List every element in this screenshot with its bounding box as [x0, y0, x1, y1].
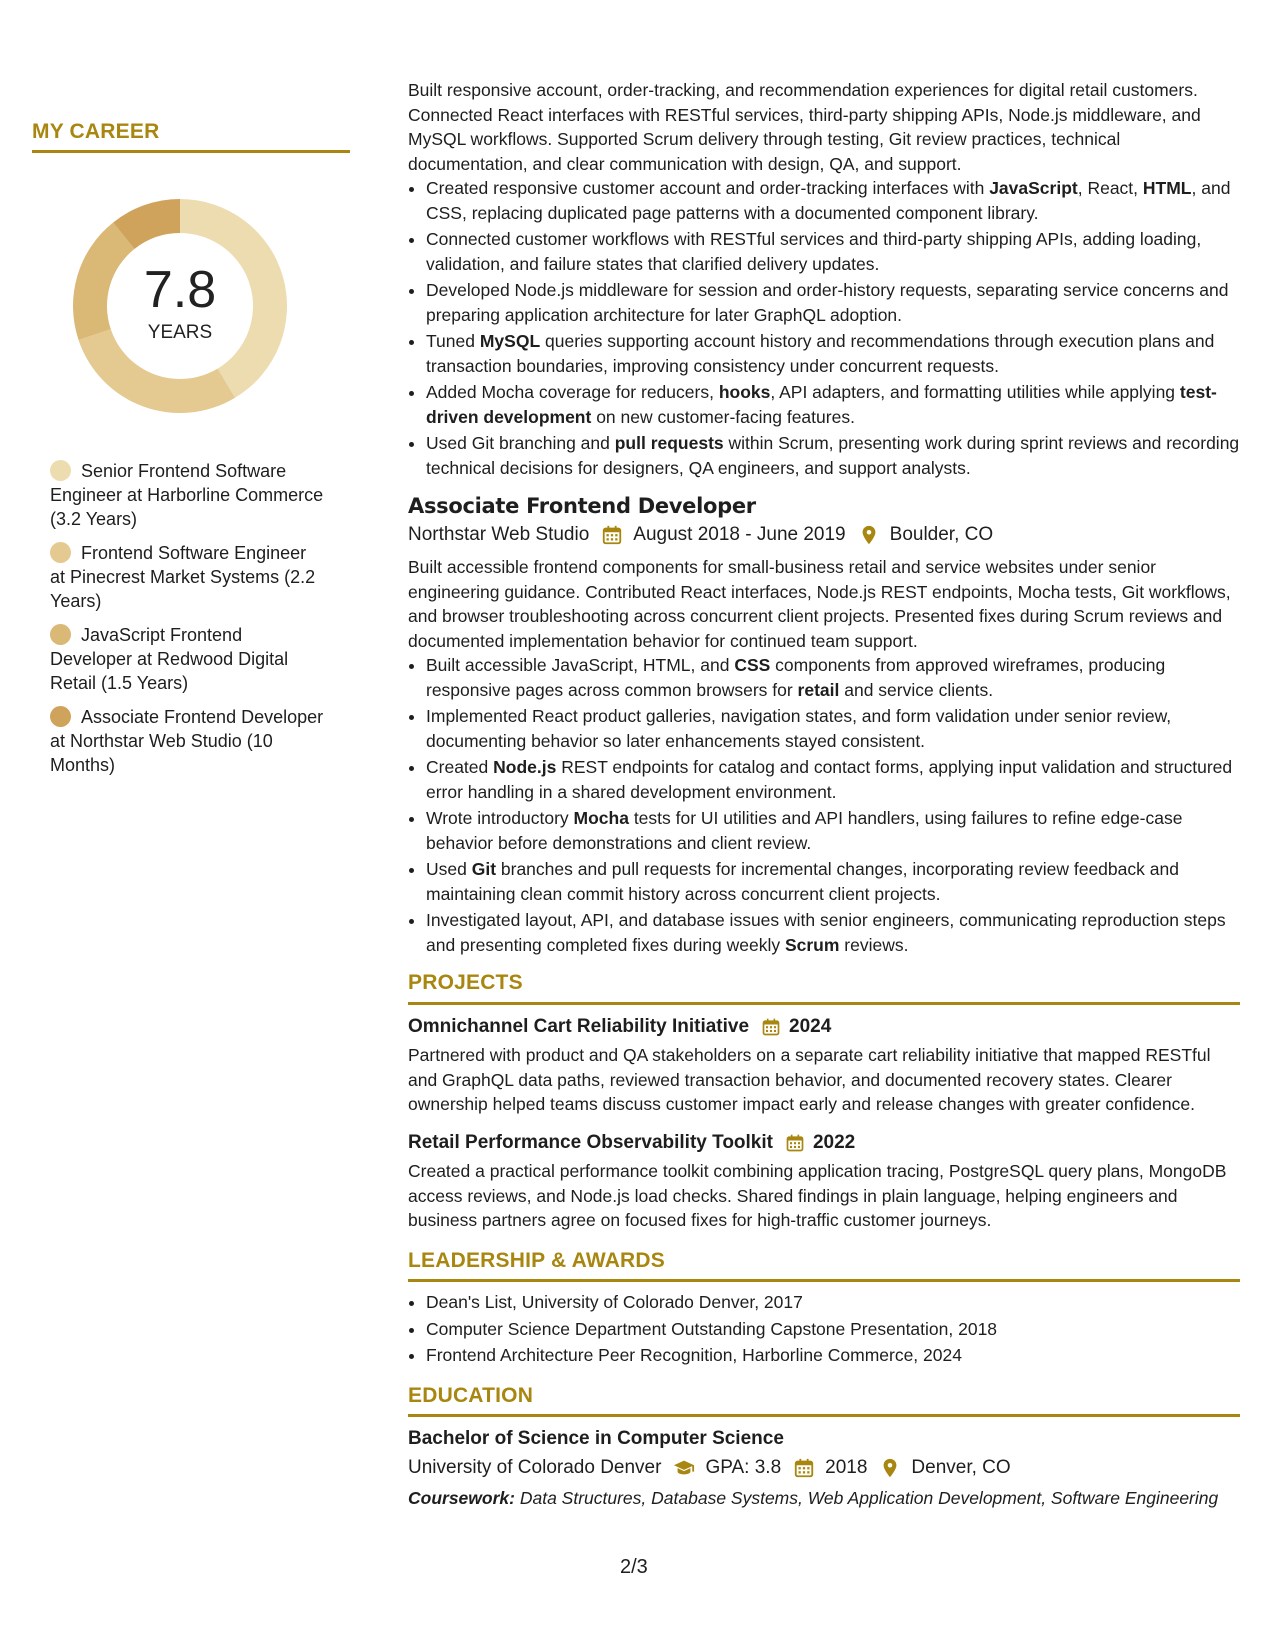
job2-bullets	[408, 653, 1240, 957]
project-description: Created a practical performance toolkit combining application tracing, PostgreSQL query plans, MongoDB access reviews, and Node.js load checks. Shared findings in plain language, helping engineers and business partners agree on focused fixes for high-traffic customer journeys.	[408, 1161, 1227, 1230]
project-year: 2024	[789, 1015, 832, 1037]
job2-location: Boulder, CO	[889, 523, 994, 545]
gpa: GPA: 3.8	[705, 1456, 782, 1478]
total-years-value: 7.8	[143, 261, 217, 319]
education-location: Denver, CO	[911, 1456, 1011, 1478]
job1-bullets	[408, 176, 1240, 480]
bullet-item: • Added Mocha coverage for reducers, hooks, API adapters, and formatting utilities while applying test-driven development on new customer-facing features.	[426, 380, 1240, 429]
bullet-item: • Created responsive customer account and order-tracking interfaces with JavaScript, React, HTML, and CSS, replacing duplicated page patterns with a documented component library.	[426, 176, 1240, 225]
project-name: Retail Performance Observability Toolkit	[408, 1131, 773, 1153]
calendar-icon	[761, 1017, 781, 1037]
sidebar	[32, 120, 350, 787]
legend-item	[50, 623, 325, 695]
calendar-icon	[601, 524, 623, 546]
map-pin-icon	[858, 524, 880, 546]
coursework	[408, 1486, 1240, 1511]
career-legend	[50, 459, 350, 777]
coursework-list: Data Structures, Database Systems, Web Application Development, Software Engineering	[514, 1488, 1219, 1508]
projects-section-title: PROJECTS	[408, 971, 1240, 1005]
career-section-title: MY CAREER	[32, 120, 350, 153]
education-section	[408, 1384, 1240, 1511]
awards-section	[408, 1249, 1240, 1368]
bullet-item: • Used Git branching and pull requests within Scrum, presenting work during sprint reviews and recording technical decisions for designers, QA engineers, and support analysts.	[426, 431, 1240, 480]
projects-section	[408, 971, 1240, 1233]
bullet-item: • Wrote introductory Mocha tests for UI utilities and API handlers, using failures to refine edge-case behavior before demonstrations and client review.	[426, 806, 1240, 855]
bullet-item: • Investigated layout, API, and database issues with senior engineers, communicating reproduction steps and presenting completed fixes during weekly Scrum reviews.	[426, 908, 1240, 957]
project-name: Omnichannel Cart Reliability Initiative	[408, 1015, 750, 1037]
legend-swatch	[50, 706, 71, 727]
degree-title	[408, 1427, 1240, 1452]
main-content	[408, 78, 1240, 1511]
project-title	[408, 1131, 1240, 1156]
awards-list	[408, 1290, 1240, 1368]
bullet-item: • Developed Node.js middleware for session and order-history requests, separating service concerns and preparing application architecture for later GraphQL adoption.	[426, 278, 1240, 327]
legend-label: Senior Frontend Software Engineer at Harborline Commerce (3.2 Years)	[50, 461, 324, 529]
legend-label: Associate Frontend Developer at Northstar Web Studio (10 Months)	[50, 707, 324, 775]
job2-meta	[408, 523, 1240, 548]
project-year: 2022	[812, 1131, 856, 1153]
job2-dates: August 2018 - June 2019	[633, 523, 846, 545]
legend-swatch	[50, 624, 71, 645]
career-donut-chart	[65, 191, 295, 421]
award-item: • Frontend Architecture Peer Recognition, Harborline Commerce, 2024	[426, 1343, 1240, 1368]
graduation-year: 2018	[825, 1456, 868, 1478]
legend-label: JavaScript Frontend Developer at Redwood Digital Retail (1.5 Years)	[50, 625, 289, 693]
legend-item	[50, 541, 325, 613]
calendar-icon	[793, 1457, 815, 1479]
award-item: • Dean's List, University of Colorado Denver, 2017	[426, 1290, 1240, 1315]
school-name: University of Colorado Denver	[408, 1456, 662, 1478]
legend-label: Frontend Software Engineer at Pinecrest Market Systems (2.2 Years)	[50, 543, 316, 611]
legend-swatch	[50, 460, 71, 481]
calendar-icon	[785, 1133, 805, 1153]
job2-title: Associate Frontend Developer	[408, 494, 756, 518]
job2-summary: Built accessible frontend components for small-business retail and service websites under senior engineering guidance. Contributed React interfaces, Node.js REST endpoints, Mocha tests, Git workflows, and browser troubleshooting across concurrent client projects. Presented fixes during Scrum reviews and documented implementation behavior for continued team support.	[408, 557, 1231, 651]
bullet-item: • Implemented React product galleries, navigation states, and form validation under senior review, documenting behavior so later enhancements stayed consistent.	[426, 704, 1240, 753]
job2-company: Northstar Web Studio	[408, 523, 590, 545]
bullet-item: • Connected customer workflows with RESTful services and third-party shipping APIs, adding loading, validation, and failure states that clarified delivery updates.	[426, 227, 1240, 276]
total-years-unit: YEARS	[147, 322, 213, 343]
legend-item	[50, 705, 325, 777]
legend-swatch	[50, 542, 71, 563]
degree-name: Bachelor of Science in Computer Science	[408, 1428, 784, 1449]
graduation-cap-icon	[673, 1457, 695, 1479]
bullet-item: • Created Node.js REST endpoints for catalog and contact forms, applying input validation and structured error handling in a shared development environment.	[426, 755, 1240, 804]
job1-summary: Built responsive account, order-tracking, and recommendation experiences for digital retail customers. Connected React interfaces with RESTful services, third-party shipping APIs, Node.js middleware, and MySQL workflows. Supported Scrum delivery through testing, Git review practices, technical documentation, and clear communication with design, QA, and support.	[408, 80, 1201, 174]
project-title	[408, 1015, 1240, 1040]
map-pin-icon	[879, 1457, 901, 1479]
bullet-item: • Tuned MySQL queries supporting account history and recommendations through execution plans and transaction boundaries, improving consistency under concurrent requests.	[426, 329, 1240, 378]
legend-item	[50, 459, 325, 531]
bullet-item: • Built accessible JavaScript, HTML, and CSS components from approved wireframes, producing responsive pages across common browsers for retail and service clients.	[426, 653, 1240, 702]
education-section-title: EDUCATION	[408, 1384, 1240, 1418]
education-meta	[408, 1456, 1240, 1481]
coursework-label: Coursework:	[408, 1488, 515, 1508]
bullet-item: • Used Git branches and pull requests for incremental changes, incorporating review feedback and maintaining clean commit history across concurrent client projects.	[426, 857, 1240, 906]
award-item: • Computer Science Department Outstanding Capstone Presentation, 2018	[426, 1317, 1240, 1342]
awards-section-title: LEADERSHIP & AWARDS	[408, 1249, 1240, 1283]
donut-center	[65, 191, 295, 421]
page-number: 2/3	[620, 1556, 648, 1578]
project-description: Partnered with product and QA stakeholders on a separate cart reliability initiative that mapped RESTful and GraphQL data paths, reviewed transaction behavior, and documented recovery states. Clearer ownership helped teams discuss customer impact early and release changes with greater confidence.	[408, 1045, 1211, 1114]
